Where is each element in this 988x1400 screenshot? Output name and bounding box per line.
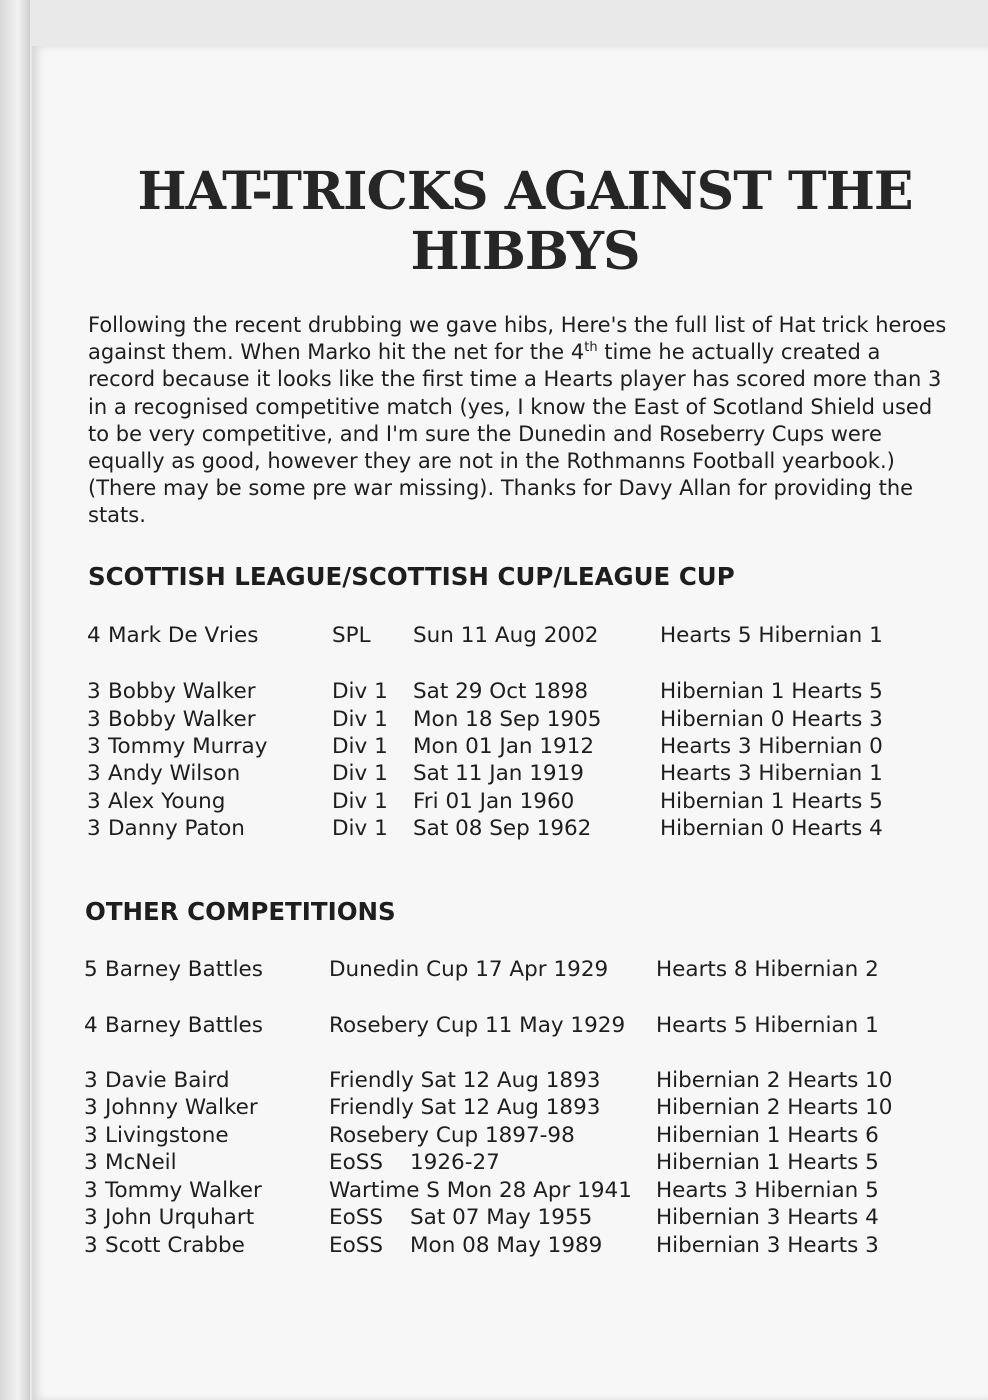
result-cell: Hearts 3 Hibernian 0 — [660, 734, 883, 759]
player-cell: Johnny Walker — [105, 1095, 258, 1120]
goals-cell: 4 — [84, 1013, 98, 1038]
competition-cell: Friendly Sat 12 Aug 1893 — [329, 1068, 601, 1093]
hat-trick-row — [0, 815, 988, 843]
goals-cell: 3 — [87, 679, 101, 704]
goals-cell: 3 — [84, 1150, 98, 1175]
hat-trick-row — [0, 788, 988, 816]
result-cell: Hibernian 1 Hearts 5 — [660, 789, 883, 814]
player-cell: John Urquhart — [105, 1205, 255, 1230]
goals-cell: 3 — [87, 734, 101, 759]
goals-cell: 3 — [84, 1233, 98, 1258]
hat-trick-row — [0, 1204, 988, 1232]
player-cell: McNeil — [105, 1150, 177, 1175]
competition-cell: Div 1 — [332, 679, 388, 704]
hat-trick-row — [0, 1149, 988, 1177]
intro-text-start: Following the recent drubbing we gave hibs, Here's the full list of Hat trick heroes against them. When Marko hit the net for the 4 — [88, 313, 947, 365]
date-cell: Mon 01 Jan 1912 — [413, 734, 595, 759]
date-cell: Mon 18 Sep 1905 — [413, 707, 602, 732]
competition-cell: SPL — [332, 623, 371, 648]
result-cell: Hibernian 0 Hearts 3 — [660, 707, 883, 732]
player-cell: Andy Wilson — [108, 761, 241, 786]
hat-trick-row — [0, 1012, 988, 1040]
date-cell: Sun 11 Aug 2002 — [413, 623, 599, 648]
intro-text-end: time he actually created a record because it looks like the first time a Hearts player has scored more than 3 in a recognised competitive match (yes, I know the East of Scotland Shield used to be very competitive, and I'm sure the Dunedin and Roseberry Cups were equally as good, however they are not in the Rothmanns Football yearbook.) (There may be some pre war missing). Thanks for Davy Allan for providing the stats. — [88, 340, 942, 528]
player-cell: Davie Baird — [105, 1068, 230, 1093]
goals-cell: 3 — [84, 1178, 98, 1203]
player-cell: Tommy Murray — [108, 734, 268, 759]
hat-trick-row — [0, 1232, 988, 1260]
result-cell: Hearts 3 Hibernian 5 — [656, 1178, 879, 1203]
section-heading-league-cups: SCOTTISH LEAGUE/SCOTTISH CUP/LEAGUE CUP — [88, 562, 735, 591]
competition-cell: Div 1 — [332, 707, 388, 732]
competition-cell: Div 1 — [332, 789, 388, 814]
date-cell: 1926-27 — [410, 1150, 500, 1175]
competition-cell: EoSS — [329, 1233, 384, 1258]
result-cell: Hibernian 3 Hearts 4 — [656, 1205, 879, 1230]
date-cell: Sat 08 Sep 1962 — [413, 816, 592, 841]
hat-trick-row — [0, 1067, 988, 1095]
goals-cell: 3 — [87, 816, 101, 841]
intro-superscript: th — [584, 340, 598, 356]
player-cell: Alex Young — [108, 789, 226, 814]
player-cell: Tommy Walker — [105, 1178, 262, 1203]
player-cell: Bobby Walker — [108, 707, 256, 732]
player-cell: Bobby Walker — [108, 679, 256, 704]
competition-cell: Friendly Sat 12 Aug 1893 — [329, 1095, 601, 1120]
result-cell: Hearts 3 Hibernian 1 — [660, 761, 883, 786]
intro-paragraph — [88, 312, 948, 530]
hat-trick-row — [0, 956, 988, 984]
goals-cell: 3 — [87, 789, 101, 814]
result-cell: Hibernian 2 Hearts 10 — [656, 1095, 893, 1120]
date-cell: Fri 01 Jan 1960 — [413, 789, 575, 814]
result-cell: Hibernian 1 Hearts 5 — [656, 1150, 879, 1175]
result-cell: Hearts 5 Hibernian 1 — [656, 1013, 879, 1038]
hat-trick-row — [0, 733, 988, 761]
competition-cell: Dunedin Cup 17 Apr 1929 — [329, 957, 609, 982]
player-cell: Mark De Vries — [108, 623, 259, 648]
date-cell: Sat 07 May 1955 — [410, 1205, 593, 1230]
hat-trick-row — [0, 678, 988, 706]
goals-cell: 3 — [84, 1068, 98, 1093]
competition-cell: Rosebery Cup 1897-98 — [329, 1123, 575, 1148]
player-cell: Barney Battles — [105, 1013, 263, 1038]
goals-cell: 3 — [84, 1205, 98, 1230]
goals-cell: 3 — [84, 1095, 98, 1120]
goals-cell: 3 — [87, 761, 101, 786]
result-cell: Hearts 8 Hibernian 2 — [656, 957, 879, 982]
goals-cell: 4 — [87, 623, 101, 648]
competition-cell: Div 1 — [332, 734, 388, 759]
hat-trick-row — [0, 622, 988, 650]
page-title-line-2: HIBBYS — [410, 221, 640, 282]
result-cell: Hibernian 3 Hearts 3 — [656, 1233, 879, 1258]
competition-cell: EoSS — [329, 1205, 384, 1230]
hat-trick-row — [0, 760, 988, 788]
competition-cell: Div 1 — [332, 761, 388, 786]
goals-cell: 5 — [84, 957, 98, 982]
competition-cell: Rosebery Cup 11 May 1929 — [329, 1013, 626, 1038]
date-cell: Mon 08 May 1989 — [410, 1233, 603, 1258]
player-cell: Danny Paton — [108, 816, 245, 841]
hat-trick-row — [0, 1177, 988, 1205]
result-cell: Hibernian 0 Hearts 4 — [660, 816, 883, 841]
player-cell: Livingstone — [105, 1123, 229, 1148]
result-cell: Hearts 5 Hibernian 1 — [660, 623, 883, 648]
competition-cell: Wartime S Mon 28 Apr 1941 — [329, 1178, 632, 1203]
section-heading-other-competitions: OTHER COMPETITIONS — [85, 897, 396, 926]
result-cell: Hibernian 2 Hearts 10 — [656, 1068, 893, 1093]
competition-cell: EoSS — [329, 1150, 384, 1175]
goals-cell: 3 — [87, 707, 101, 732]
player-cell: Barney Battles — [105, 957, 263, 982]
page-title-line-1: HAT-TRICKS AGAINST THE — [137, 161, 913, 222]
result-cell: Hibernian 1 Hearts 6 — [656, 1123, 879, 1148]
date-cell: Sat 29 Oct 1898 — [413, 679, 589, 704]
date-cell: Sat 11 Jan 1919 — [413, 761, 584, 786]
hat-trick-row — [0, 1094, 988, 1122]
goals-cell: 3 — [84, 1123, 98, 1148]
competition-cell: Div 1 — [332, 816, 388, 841]
hat-trick-row — [0, 1122, 988, 1150]
player-cell: Scott Crabbe — [105, 1233, 245, 1258]
result-cell: Hibernian 1 Hearts 5 — [660, 679, 883, 704]
hat-trick-row — [0, 706, 988, 734]
